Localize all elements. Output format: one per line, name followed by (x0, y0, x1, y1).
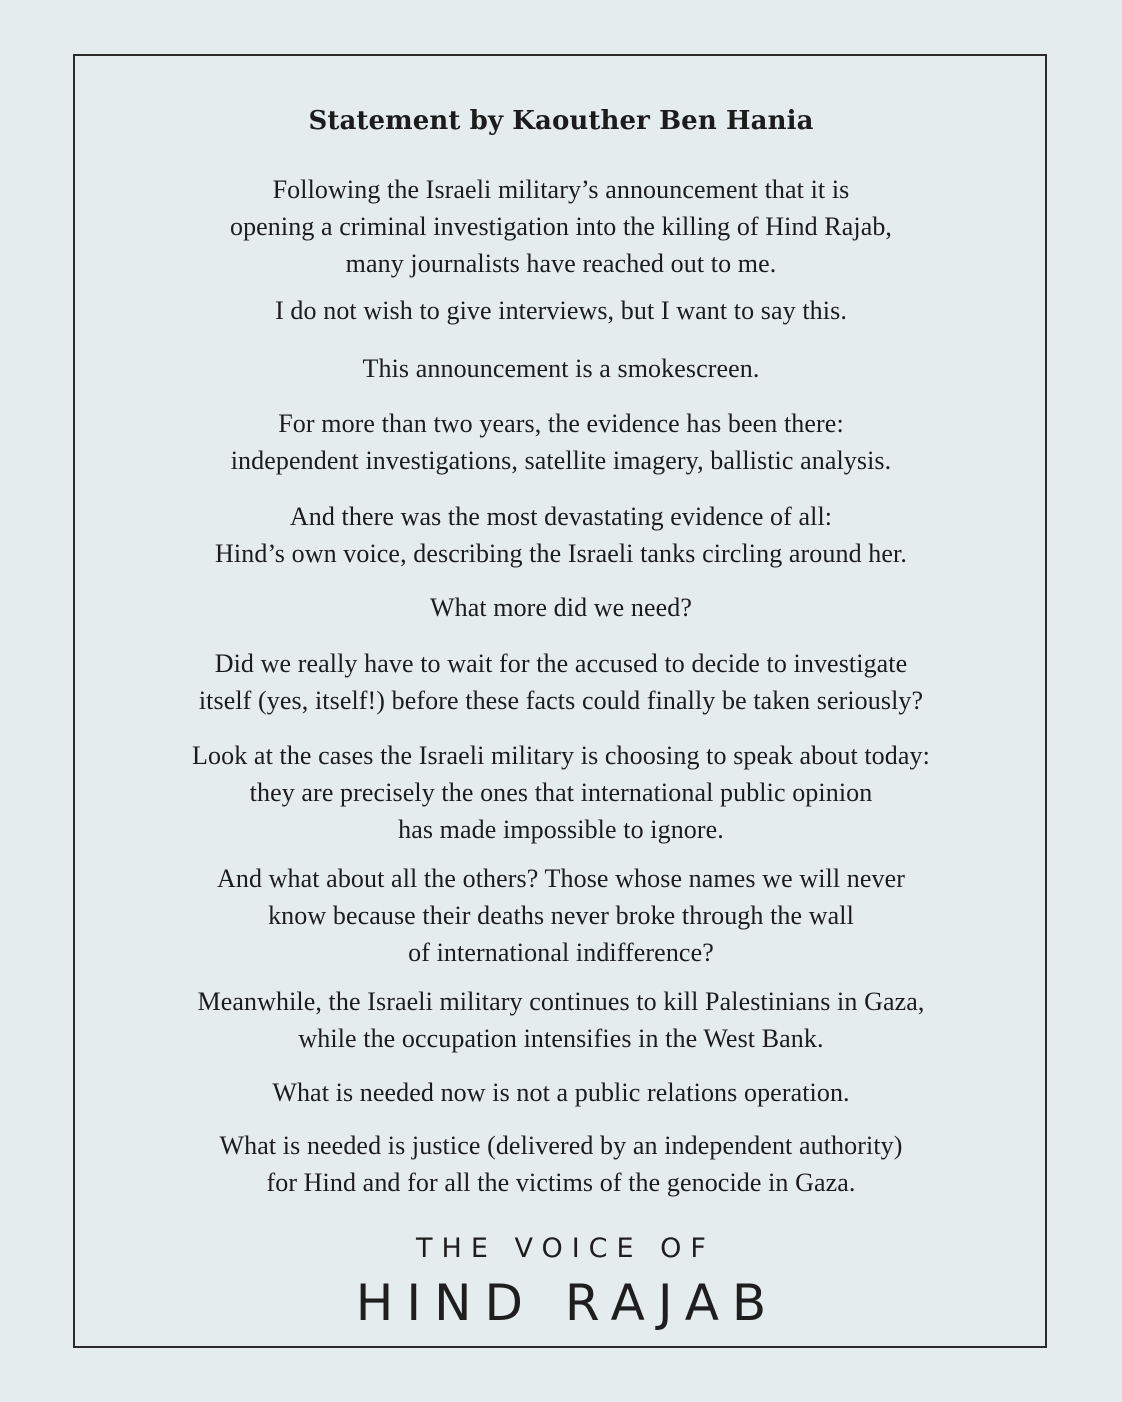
statement-paragraph (120, 983, 1002, 1057)
paragraph-line: This announcement is a smokescreen. (362, 354, 760, 383)
paragraph-line: while the occupation intensifies in the West Bank. (298, 1024, 824, 1053)
paragraph-line: Meanwhile, the Israeli military continues to kill Palestinians in Gaza, (197, 987, 925, 1016)
statement-paragraph (120, 737, 1002, 848)
paragraph-line: for Hind and for all the victims of the genocide in Gaza. (266, 1168, 856, 1197)
paragraph-line: I do not wish to give interviews, but I want to say this. (275, 296, 847, 325)
statement-paragraph (120, 292, 1002, 329)
statement-paragraph (120, 589, 1002, 626)
paragraph-line: independent investigations, satellite imagery, ballistic analysis. (230, 446, 892, 475)
statement-paragraph (120, 350, 1002, 387)
statement-paragraph (120, 860, 1002, 971)
paragraph-line: of international indifference? (408, 938, 714, 967)
paragraph-line: opening a criminal investigation into the killing of Hind Rajab, (229, 212, 893, 241)
paragraph-line: Look at the cases the Israeli military is choosing to speak about today: (192, 741, 930, 770)
paragraph-line: Following the Israeli military’s announcement that it is (272, 175, 850, 204)
paragraph-line: they are precisely the ones that international public opinion (249, 778, 873, 807)
paragraph-line: What is needed now is not a public relations operation. (272, 1078, 850, 1107)
paragraph-line: What is needed is justice (delivered by an independent authority) (219, 1131, 903, 1160)
statement-paragraph (120, 645, 1002, 719)
statement-paragraph (120, 1074, 1002, 1111)
statement-paragraph (120, 1127, 1002, 1201)
paragraph-line: And there was the most devastating evidence of all: (289, 502, 833, 531)
paragraph-line: Hind’s own voice, describing the Israeli tanks circling around her. (215, 539, 907, 568)
paragraph-line: Did we really have to wait for the accused to decide to investigate (214, 649, 908, 678)
statement-paragraph (120, 498, 1002, 572)
statement-title: Statement by Kaouther Ben Hania (308, 106, 814, 136)
paragraph-line: What more did we need? (429, 593, 693, 622)
paragraph-line: know because their deaths never broke through the wall (268, 901, 854, 930)
statement-paragraph (120, 405, 1002, 479)
logo-top-line: THE VOICE OF (416, 1233, 715, 1264)
logo-bottom-line: HIND RAJAB (355, 1274, 780, 1332)
statement-paragraph (120, 171, 1002, 282)
paragraph-line: has made impossible to ignore. (398, 815, 724, 844)
paragraph-line: For more than two years, the evidence has been there: (278, 409, 844, 438)
paragraph-line: And what about all the others? Those whose names we will never (216, 864, 906, 893)
paragraph-line: itself (yes, itself!) before these facts could finally be taken seriously? (198, 686, 924, 715)
paragraph-line: many journalists have reached out to me. (345, 249, 777, 278)
